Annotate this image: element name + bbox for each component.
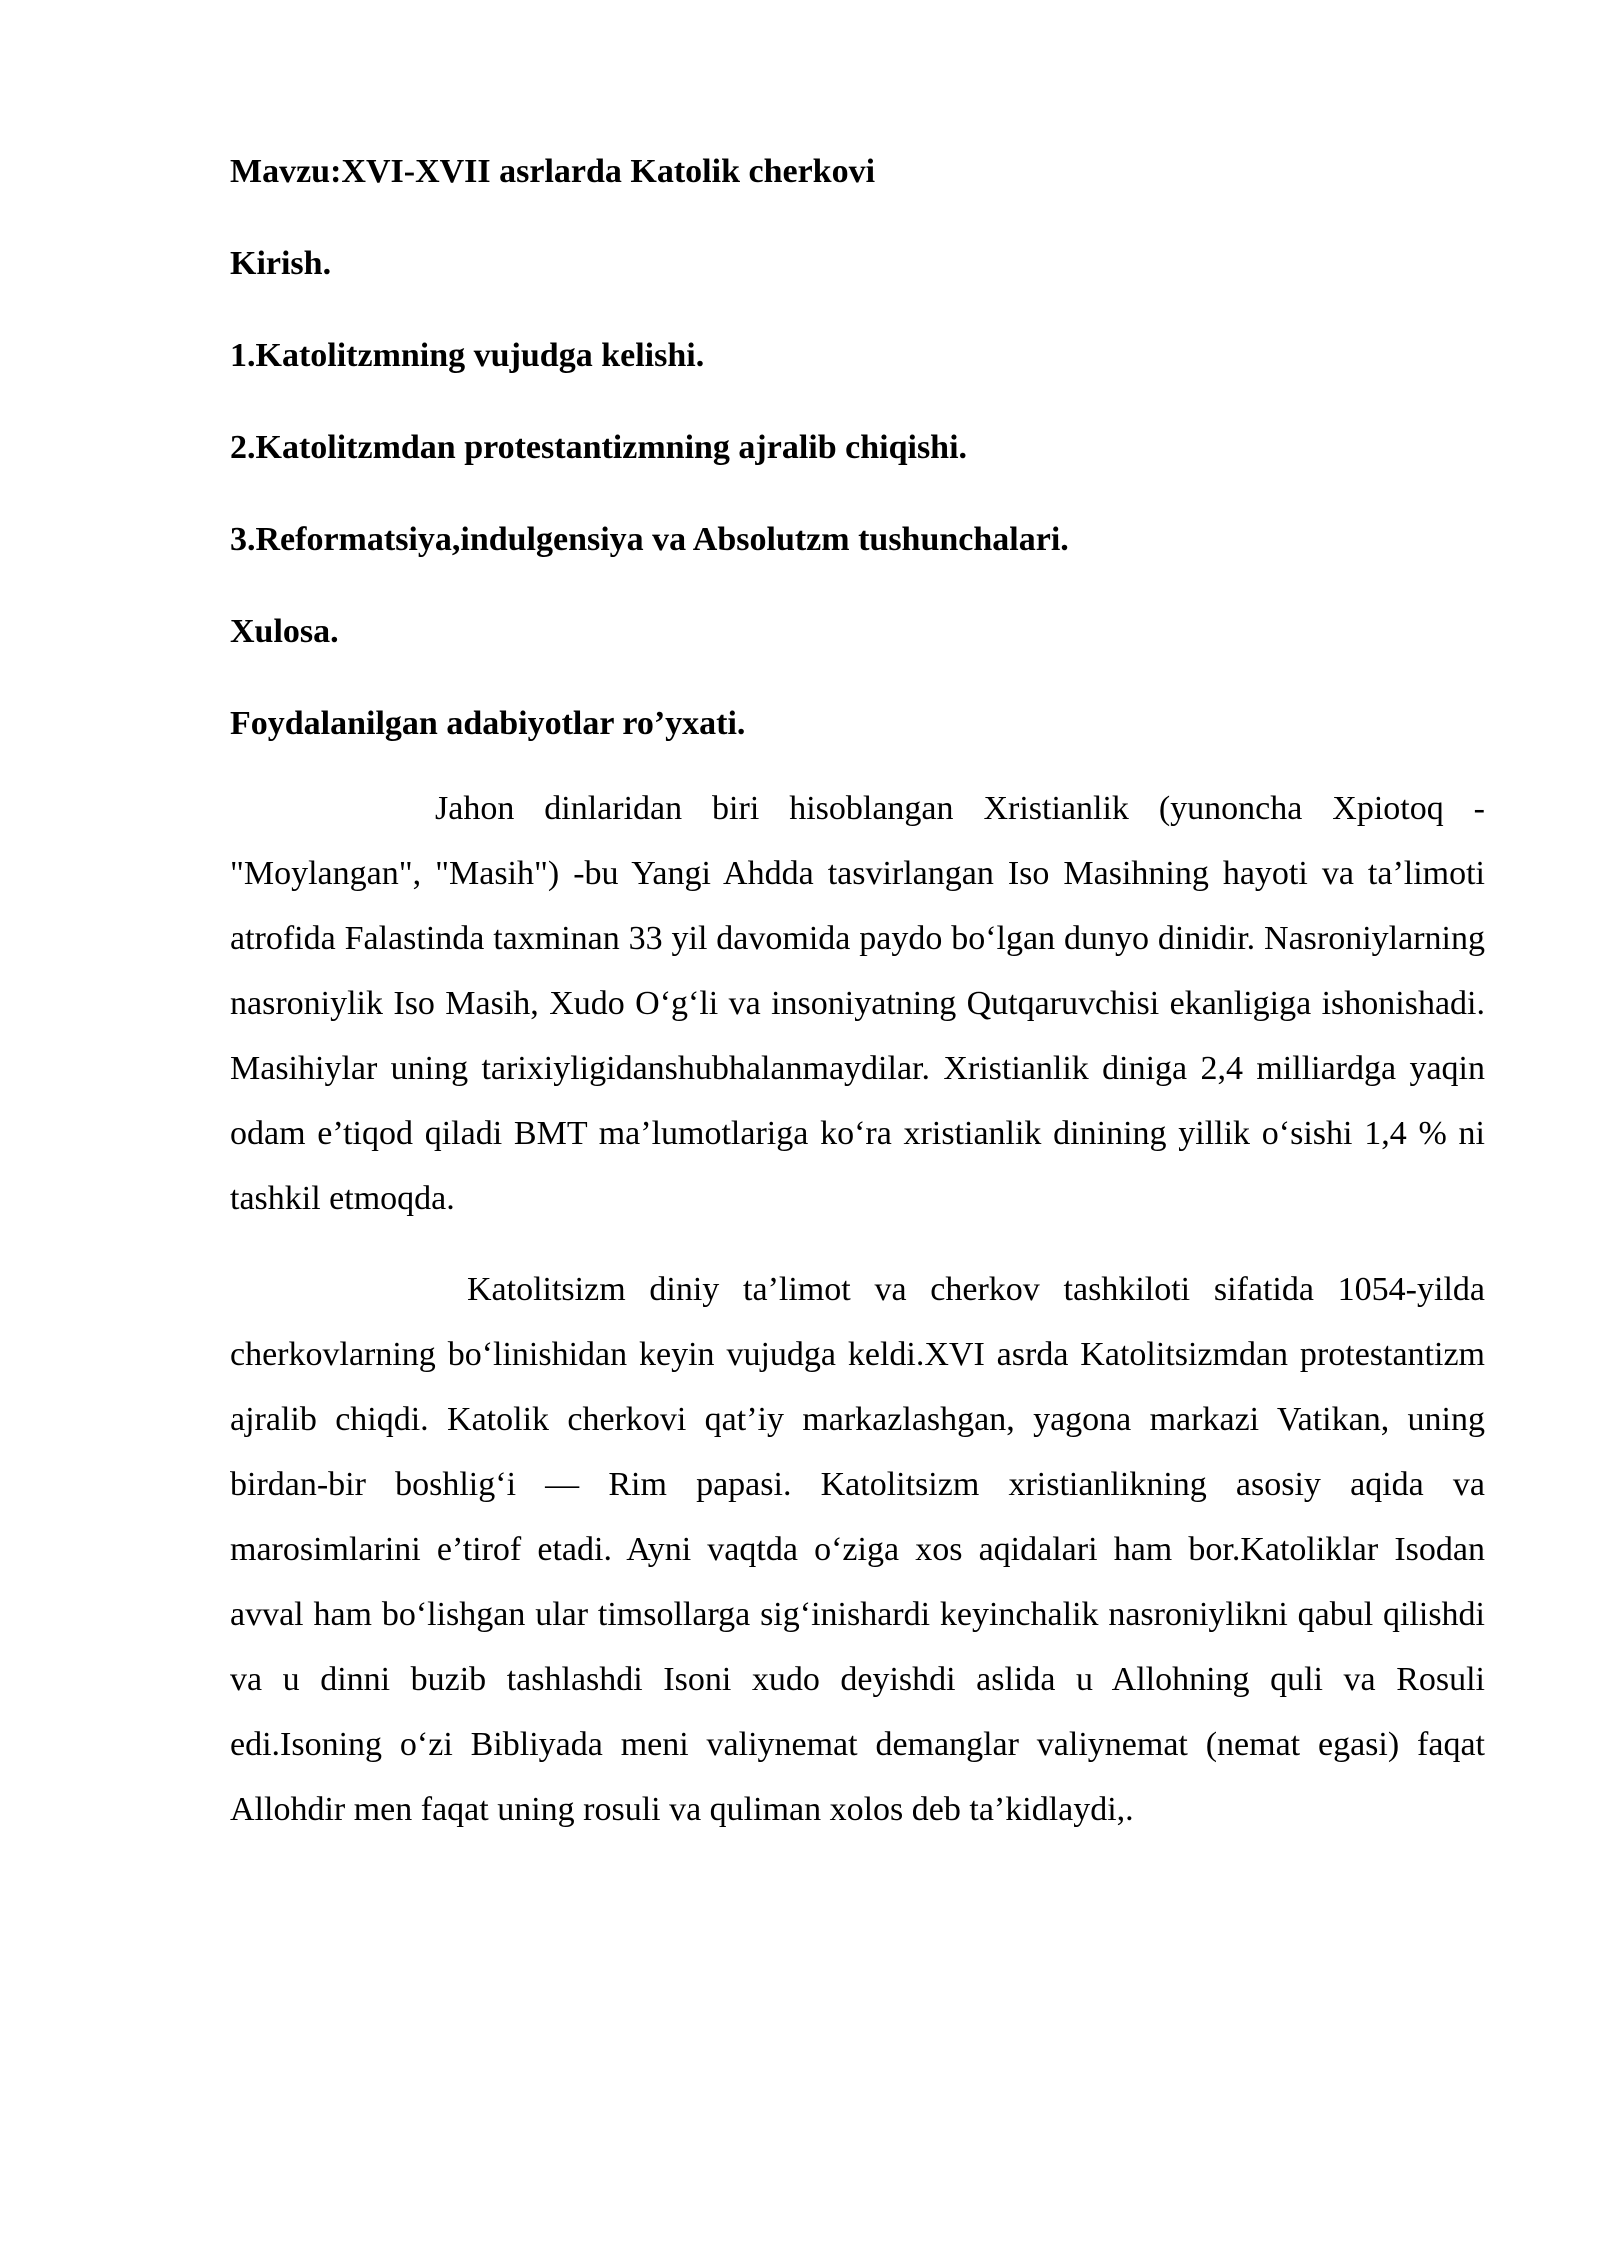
section-heading-introduction: Kirish.: [230, 245, 332, 282]
body-paragraph-1: Jahon dinlaridan biri hisoblangan Xristianlik (yunoncha Xpiotoq -"Moylangan", "Masih") -bu Yangi Ahdda tasvirlangan Iso Masihning hayoti va ta’limoti atrofida Falastinda taxminan 33 yil davomida paydo bo‘lgan dunyo dinidir. Nasroniylarning nasroniylik Iso Masih, Xudo O‘g‘li va insoniyatning Qutqaruvchisi ekanligiga ishonishadi. Masihiylar uning tarixiyligidanshubhalanmaydilar. Xristianlik diniga 2,4 milliardga yaqin odam e’tiqod qiladi BMT ma’lumotlariga ko‘ra xristianlik dinining yillik o‘sishi 1,4 % ni tashkil etmoqda.: [230, 790, 1485, 1217]
section-heading-conclusion: Xulosa.: [230, 613, 339, 650]
section-heading-2: 2.Katolitzmdan protestantizmning ajralib chiqishi.: [230, 429, 968, 466]
document-title: Mavzu:XVI-XVII asrlarda Katolik cherkovi: [230, 153, 876, 190]
section-heading-references: Foydalanilgan adabiyotlar ro’yxati.: [230, 705, 746, 742]
section-heading-1: 1.Katolitzmning vujudga kelishi.: [230, 337, 705, 374]
section-heading-3: 3.Reformatsiya,indulgensiya va Absolutzm tushunchalari.: [230, 521, 1069, 558]
body-paragraph-2: Katolitsizm diniy ta’limot va cherkov tashkiloti sifatida 1054-yilda cherkovlarning bo‘linishidan keyin vujudga keldi.XVI asrda Katolitsizmdan protestantizm ajralib chiqdi. Katolik cherkovi qat’iy markazlashgan, yagona markazi Vatikan, uning birdan-bir boshlig‘i — Rim papasi. Katolitsizm xristianlikning asosiy aqida va marosimlarini e’tirof etadi. Ayni vaqtda o‘ziga xos aqidalari ham bor.Katoliklar Isodan avval ham bo‘lishgan ular timsollarga sig‘inishardi keyinchalik nasroniylikni qabul qilishdi va u dinni buzib tashlashdi Isoni xudo deyishdi aslida u Allohning quli va Rosuli edi.Isoning o‘zi Bibliyada meni valiynemat demanglar valiynemat (nemat egasi) faqat Allohdir men faqat uning rosuli va quliman xolos deb ta’kidlaydi,.: [230, 1271, 1485, 1828]
